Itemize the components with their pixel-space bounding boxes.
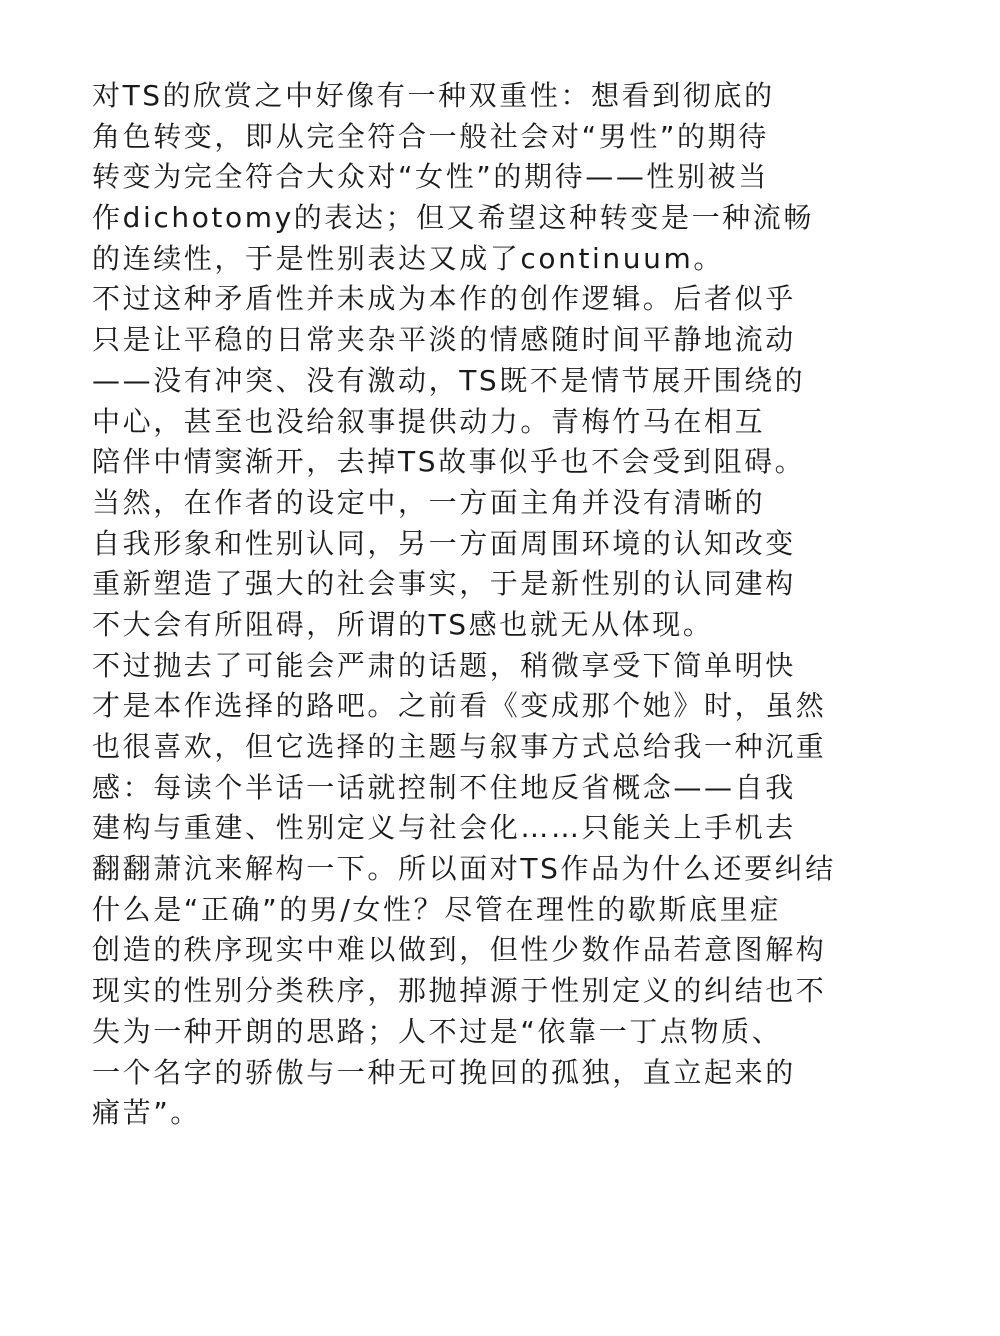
text-line: 失为一种开朗的思路；人不过是“依靠一丁点物质、 [92,1014,783,1048]
text-line: 才是本作选择的路吧。之前看《变成那个她》时，虽然 [92,689,827,723]
text-line: 感：每读个半话一话就控制不住地反省概念——自我 [92,770,796,804]
text-line: 陪伴中情窦渐开，去掉TS故事似乎也不会受到阻碍。 [92,445,806,479]
text-line: 不过这种矛盾性并未成为本作的创作逻辑。后者似乎 [92,282,796,316]
text-line: 自我形象和性别认同，另一方面周围环境的认知改变 [92,526,796,560]
text-line: 的连续性，于是性别表达又成了continuum。 [92,241,724,275]
text-line: 作dichotomy的表达；但又希望这种转变是一种流畅 [92,201,814,235]
text-line: 重新塑造了强大的社会事实，于是新性别的认同建构 [92,567,796,601]
text-line: 中心，甚至也没给叙事提供动力。青梅竹马在相互 [92,404,766,438]
text-line: 只是让平稳的日常夹杂平淡的情感随时间平静地流动 [92,323,796,357]
text-line: 不大会有所阻碍，所谓的TS感也就无从体现。 [92,607,714,641]
text-line: 一个名字的骄傲与一种无可挽回的孤独，直立起来的 [92,1055,796,1089]
text-line: ——没有冲突、没有激动，TS既不是情节展开围绕的 [92,363,806,397]
text-line: 现实的性别分类秩序，那抛掉源于性别定义的纠结也不 [92,974,827,1008]
text-line: 什么是“正确”的男/女性？尽管在理性的歇斯底里症 [92,892,781,926]
text-line: 痛苦”。 [92,1096,201,1130]
text-line: 角色转变，即从完全符合一般社会对“男性”的期待 [92,119,769,153]
essay-text [92,76,952,1134]
text-line: 创造的秩序现实中难以做到，但性少数作品若意图解构 [92,933,827,967]
text-line: 对TS的欣赏之中好像有一种双重性：想看到彻底的 [92,79,775,112]
text-line: 不过抛去了可能会严肃的话题，稍微享受下简单明快 [92,648,796,682]
text-line: 翻翻萧沆来解构一下。所以面对TS作品为什么还要纠结 [92,852,836,886]
text-line: 也很喜欢，但它选择的主题与叙事方式总给我一种沉重 [92,730,827,763]
text-line: 转变为完全符合大众对“女性”的期待——性别被当 [92,160,769,194]
text-line: 建构与重建、性别定义与社会化……只能关上手机去 [92,811,796,845]
text-line: 当然，在作者的设定中，一方面主角并没有清晰的 [92,485,766,519]
